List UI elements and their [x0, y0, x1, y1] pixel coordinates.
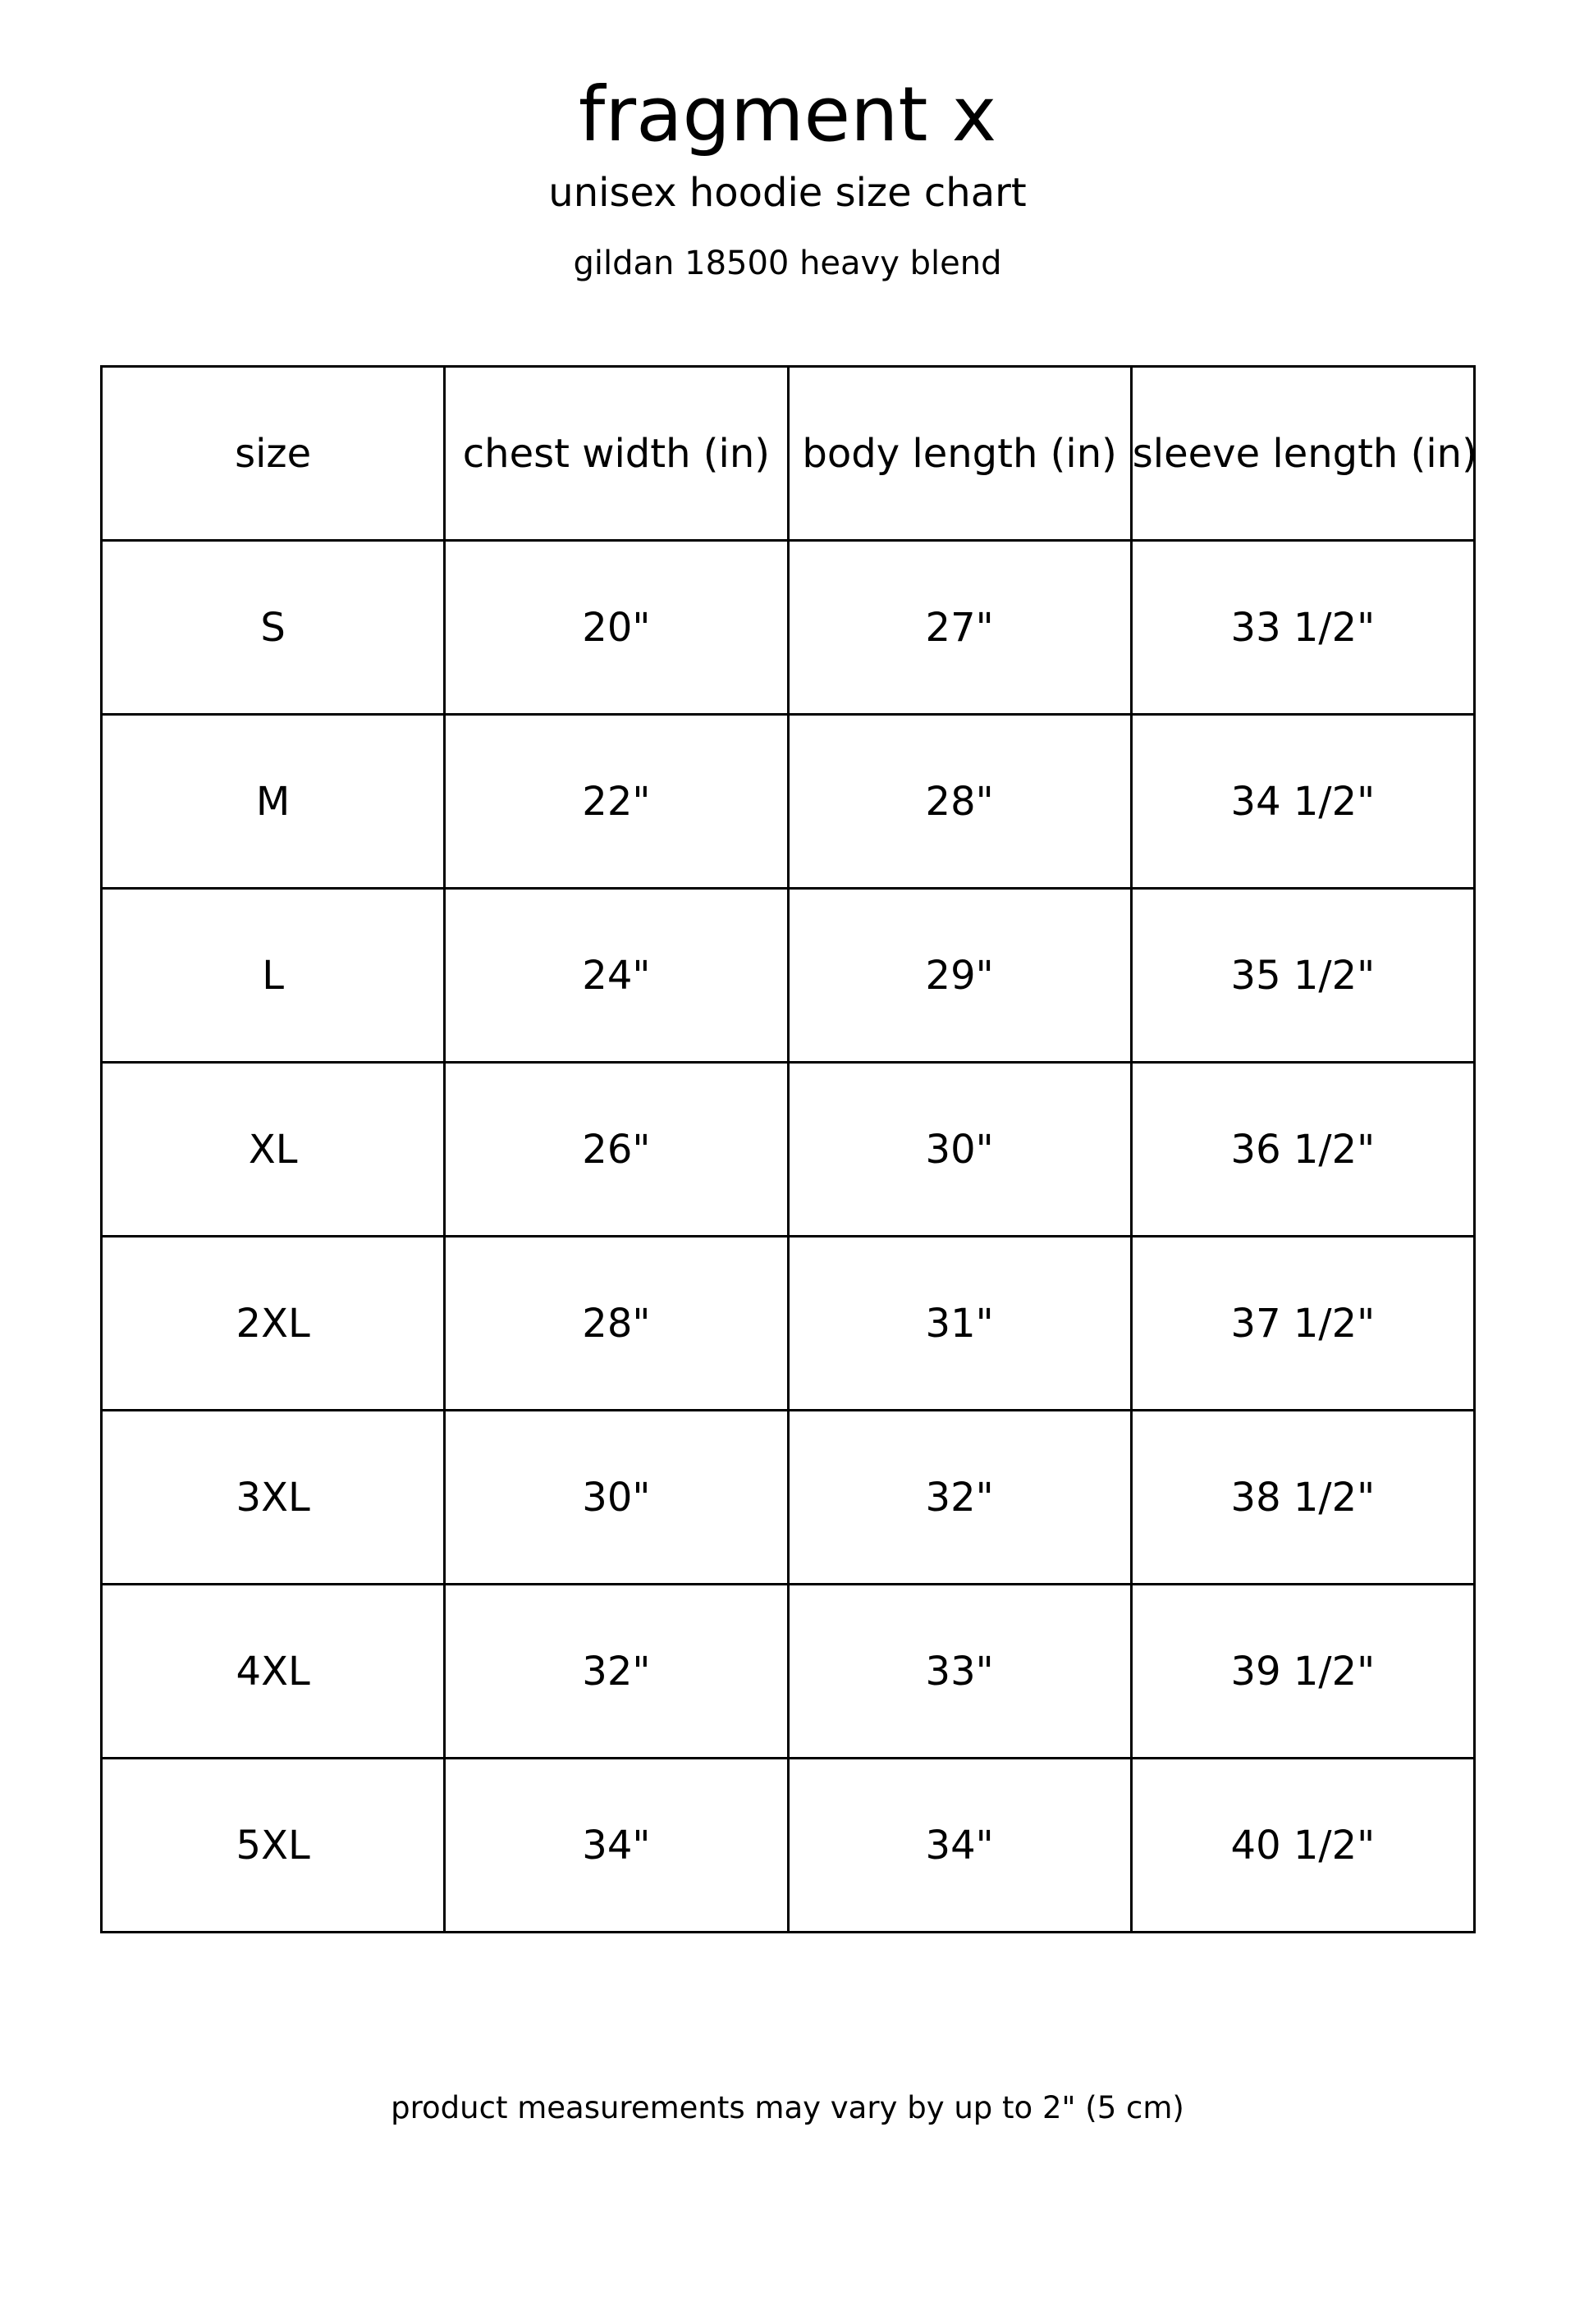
table-row	[102, 889, 1475, 1063]
measurement-disclaimer: product measurements may vary by up to 2" (5 cm)	[391, 2090, 1184, 2125]
size-cell: 2XL	[102, 1237, 445, 1411]
body-length-cell: 29"	[788, 889, 1131, 1063]
page-title: fragment x	[578, 71, 997, 158]
table-body	[102, 541, 1475, 1933]
sleeve-length-cell: 38 1/2"	[1131, 1411, 1474, 1585]
chest-width-cell: 22"	[445, 715, 788, 889]
chest-width-cell: 26"	[445, 1063, 788, 1237]
table-row	[102, 541, 1475, 715]
sleeve-length-cell: 40 1/2"	[1131, 1759, 1474, 1933]
table-row	[102, 1063, 1475, 1237]
body-length-cell: 33"	[788, 1585, 1131, 1759]
table-row	[102, 1411, 1475, 1585]
garment-model: gildan 18500 heavy blend	[573, 245, 1002, 282]
size-table	[100, 365, 1476, 1933]
column-header-body-length: body length (in)	[788, 367, 1131, 541]
sleeve-length-cell: 33 1/2"	[1131, 541, 1474, 715]
chest-width-cell: 30"	[445, 1411, 788, 1585]
size-cell: XL	[102, 1063, 445, 1237]
table-header	[102, 367, 1475, 541]
column-header-size: size	[102, 367, 445, 541]
column-header-chest-width: chest width (in)	[445, 367, 788, 541]
table-row	[102, 1237, 1475, 1411]
chest-width-cell: 20"	[445, 541, 788, 715]
size-cell: 3XL	[102, 1411, 445, 1585]
size-cell: 5XL	[102, 1759, 445, 1933]
body-length-cell: 27"	[788, 541, 1131, 715]
sleeve-length-cell: 34 1/2"	[1131, 715, 1474, 889]
column-header-sleeve-length: sleeve length (in)	[1131, 367, 1474, 541]
body-length-cell: 31"	[788, 1237, 1131, 1411]
body-length-cell: 28"	[788, 715, 1131, 889]
body-length-cell: 32"	[788, 1411, 1131, 1585]
sleeve-length-cell: 37 1/2"	[1131, 1237, 1474, 1411]
size-cell: 4XL	[102, 1585, 445, 1759]
chest-width-cell: 24"	[445, 889, 788, 1063]
size-cell: L	[102, 889, 445, 1063]
chest-width-cell: 32"	[445, 1585, 788, 1759]
table-row	[102, 715, 1475, 889]
table-row	[102, 1585, 1475, 1759]
body-length-cell: 30"	[788, 1063, 1131, 1237]
chest-width-cell: 28"	[445, 1237, 788, 1411]
sleeve-length-cell: 35 1/2"	[1131, 889, 1474, 1063]
table-row	[102, 1759, 1475, 1933]
chart-subtitle: unisex hoodie size chart	[548, 170, 1027, 216]
sleeve-length-cell: 36 1/2"	[1131, 1063, 1474, 1237]
size-cell: M	[102, 715, 445, 889]
sleeve-length-cell: 39 1/2"	[1131, 1585, 1474, 1759]
header-row	[102, 367, 1475, 541]
size-cell: S	[102, 541, 445, 715]
chest-width-cell: 34"	[445, 1759, 788, 1933]
body-length-cell: 34"	[788, 1759, 1131, 1933]
